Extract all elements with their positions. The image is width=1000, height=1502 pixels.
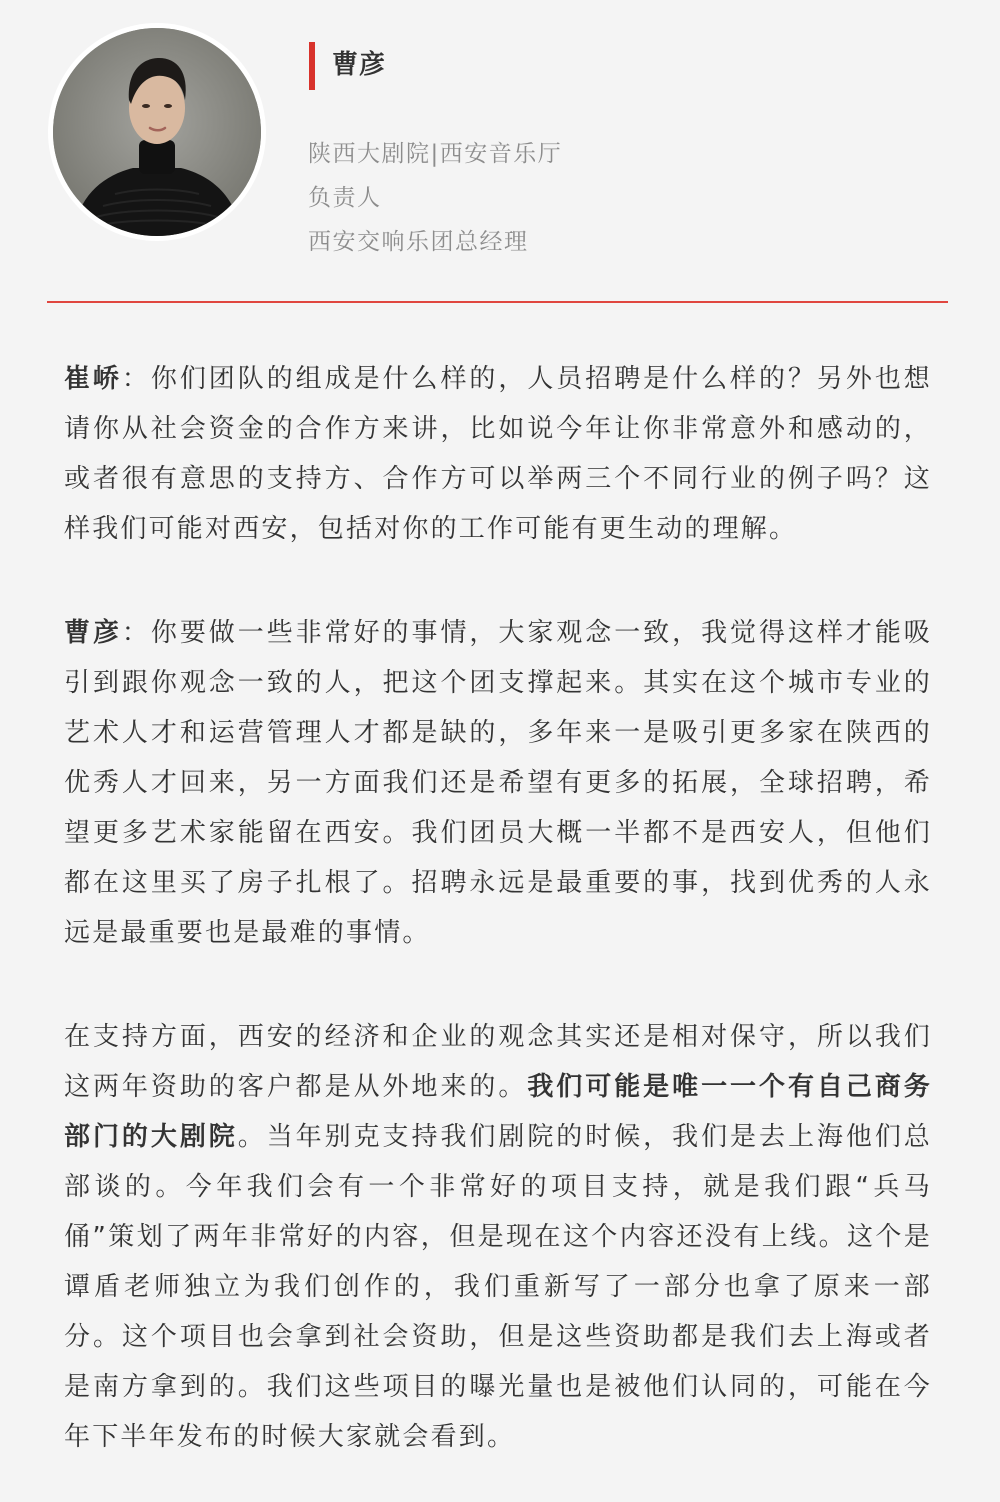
paragraph-text: 。当年别克支持我们剧院的时候，我们是去上海他们总部谈的。今年我们会有一个非常好的项目支持，就是我们跟“兵马俑”策划了两年非常好的内容，但是现在这个内容还没有上线。这个是谭盾老师独立为我们创作的，我们重新写了一部分也拿了原来一部分。这个项目也会拿到社会资助，但是这些资助都是我们去上海或者是南方拿到的。我们这些项目的曝光量也是被他们认同的，可能在今年下半年发布的时候大家就会看到。 xyxy=(64,1122,932,1452)
answer-paragraph xyxy=(64,1012,932,1462)
avatar xyxy=(48,23,266,241)
speaker-separator: ： xyxy=(121,618,151,648)
paragraph-text: 你要做一些非常好的事情，大家观念一致，我觉得这样才能吸引到跟你观念一致的人，把这个团支撑起来。其实在这个城市专业的艺术人才和运营管理人才都是缺的，多年来一是吸引更多家在陕西的优秀人才回来，另一方面我们还是希望有更多的拓展，全球招聘，希望更多艺术家能留在西安。我们团员大概一半都不是西安人，但他们都在这里买了房子扎根了。招聘永远是最重要的事，找到优秀的人永远是最重要也是最难的事情。 xyxy=(64,618,933,948)
profile-role: 负责人 xyxy=(308,185,382,211)
profile-name: 曹彦 xyxy=(332,50,387,80)
question-paragraph xyxy=(64,354,932,554)
paragraph-text: 在支持方面，西安的经济和企业的观念其实还是相对保守，所以我们这两年资助的客户都是从外地来的。 xyxy=(64,1022,932,1102)
profile-roles xyxy=(308,132,562,264)
speaker-name: 崔峤 xyxy=(64,364,122,394)
profile-role: 陕西大剧院|西安音乐厅 xyxy=(308,141,563,167)
speaker-name: 曹彦 xyxy=(64,618,122,648)
section-divider xyxy=(47,301,948,303)
speaker-separator: ： xyxy=(121,364,151,394)
profile-role: 西安交响乐团总经理 xyxy=(308,229,529,255)
highlighted-text: 我们可能是唯一一个有自己商务部门的大剧院 xyxy=(64,1072,932,1152)
portrait-image xyxy=(53,28,261,236)
avatar-photo xyxy=(53,28,261,236)
paragraph-text: 你们团队的组成是什么样的，人员招聘是什么样的？另外也想请你从社会资金的合作方来讲，比如说今年让你非常意外和感动的，或者很有意思的支持方、合作方可以举两三个不同行业的例子吗？这样我们可能对西安，包括对你的工作可能有更生动的理解。 xyxy=(64,364,933,544)
name-accent-bar xyxy=(309,42,315,90)
interview-article xyxy=(64,354,932,1462)
answer-paragraph xyxy=(64,608,932,958)
profile-header xyxy=(0,0,1000,300)
